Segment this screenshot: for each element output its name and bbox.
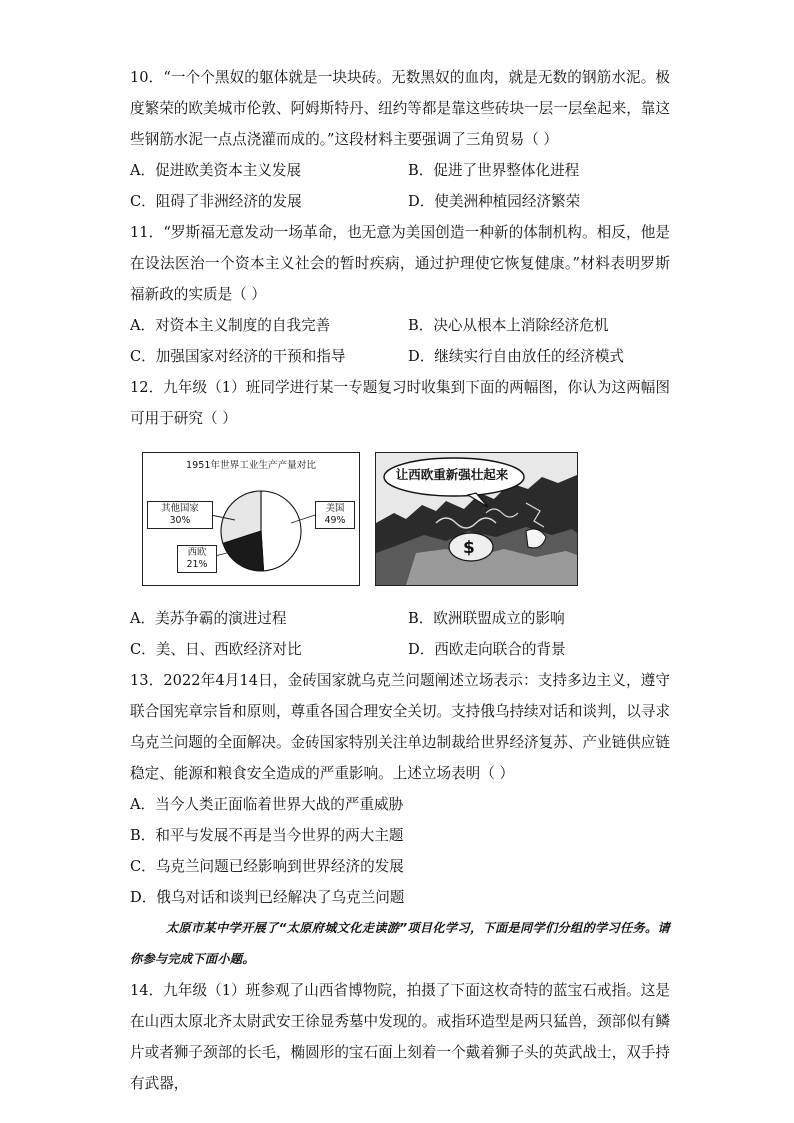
q13-option-b: B．和平与发展不再是当今世界的两大主题 xyxy=(130,827,404,844)
pie-label-others: 其他国家 30% xyxy=(147,501,213,529)
q12-option-d: D．西欧走向联合的背景 xyxy=(408,641,566,658)
pie-chart-figure xyxy=(142,452,360,586)
q10-option-a: A．促进欧美资本主义发展 xyxy=(130,162,302,179)
cartoon-map-figure xyxy=(375,452,578,586)
q13-option-d: D．俄乌对话和谈判已经解决了乌克兰问题 xyxy=(130,889,405,906)
question-13-options xyxy=(130,789,670,913)
q12-option-a: A．美苏争霸的演进过程 xyxy=(130,610,287,627)
q12-option-b: B．欧洲联盟成立的影响 xyxy=(408,610,565,627)
q13-option-a: A．当今人类正面临着世界大战的严重威胁 xyxy=(130,796,404,813)
question-12-stem: 12．九年级（1）班同学进行某一专题复习时收集到下面的两幅图，你认为这两幅图可用于研究（ ） xyxy=(130,379,670,427)
pie-label-usa: 美国 49% xyxy=(315,501,355,529)
question-11-options xyxy=(130,310,670,372)
pie-label-western-europe: 西欧 21% xyxy=(177,545,217,573)
question-13-stem: 13．2022年4月14日，金砖国家就乌克兰问题阐述立场表示：支持多边主义，遵守联合国宪章宗旨和原则，尊重各国合理安全关切。支持俄乌持续对话和谈判，以寻求乌克兰问题的全面解决。金砖国家特别关注单边制裁给世界经济复苏、产业链供应链稳定、能源和粮食安全造成的严重影响。上述立场表明（ ） xyxy=(130,672,670,782)
cartoon-bubble-text: 让西欧重新强壮起来 xyxy=(395,467,509,482)
question-11-stem: 11．“罗斯福无意发动一场革命，也无意为美国创造一种新的体制机构。相反，他是在设法医治一个资本主义社会的暂时疾病，通过护理使它恢复健康。”材料表明罗斯福新政的实质是（ ） xyxy=(130,224,670,303)
question-14-stem: 14．九年级（1）班参观了山西省博物院，拍摄了下面这枚奇特的蓝宝石戒指。这是在山西太原北齐太尉武安王徐显秀墓中发现的。戒指环造型是两只猛兽，颈部似有鳞片或者狮子颈部的长毛，椭圆形的宝石面上刻着一个戴着狮子头的英武战士，双手持有武器， xyxy=(130,982,670,1092)
pie-slice-usa xyxy=(261,491,301,571)
q11-option-b: B．决心从根本上消除经济危机 xyxy=(408,317,609,334)
q11-option-a: A．对资本主义制度的自我完善 xyxy=(130,317,331,334)
section-intro: 太原市某中学开展了“太原府城文化走读游”项目化学习，下面是同学们分组的学习任务。请你参与完成下面小题。 xyxy=(130,921,670,966)
q10-option-b: B．促进了世界整体化进程 xyxy=(408,162,580,179)
q10-option-d: D．使美洲种植园经济繁荣 xyxy=(408,193,581,210)
q11-option-d: D．继续实行自由放任的经济模式 xyxy=(408,348,625,365)
dollar-sign: $ xyxy=(463,538,475,558)
question-10-options xyxy=(130,155,670,217)
question-12-options xyxy=(130,603,670,665)
q13-option-c: C．乌克兰问题已经影响到世界经济的发展 xyxy=(130,858,404,875)
question-10-stem: 10．“一个个黑奴的躯体就是一块块砖。无数黑奴的血肉，就是无数的钢筋水泥。极度繁荣的欧美城市伦敦、阿姆斯特丹、纽约等都是靠这些砖块一层一层垒起来，靠这些钢筋水泥一点点浇灌而成的。”这段材料主要强调了三角贸易（ ） xyxy=(130,69,670,148)
q11-option-c: C．加强国家对经济的干预和指导 xyxy=(130,348,346,365)
pie-chart-title: 1951年世界工业生产产量对比 xyxy=(186,460,316,471)
q10-option-c: C．阻碍了非洲经济的发展 xyxy=(130,193,302,210)
q12-option-c: C．美、日、西欧经济对比 xyxy=(130,641,302,658)
